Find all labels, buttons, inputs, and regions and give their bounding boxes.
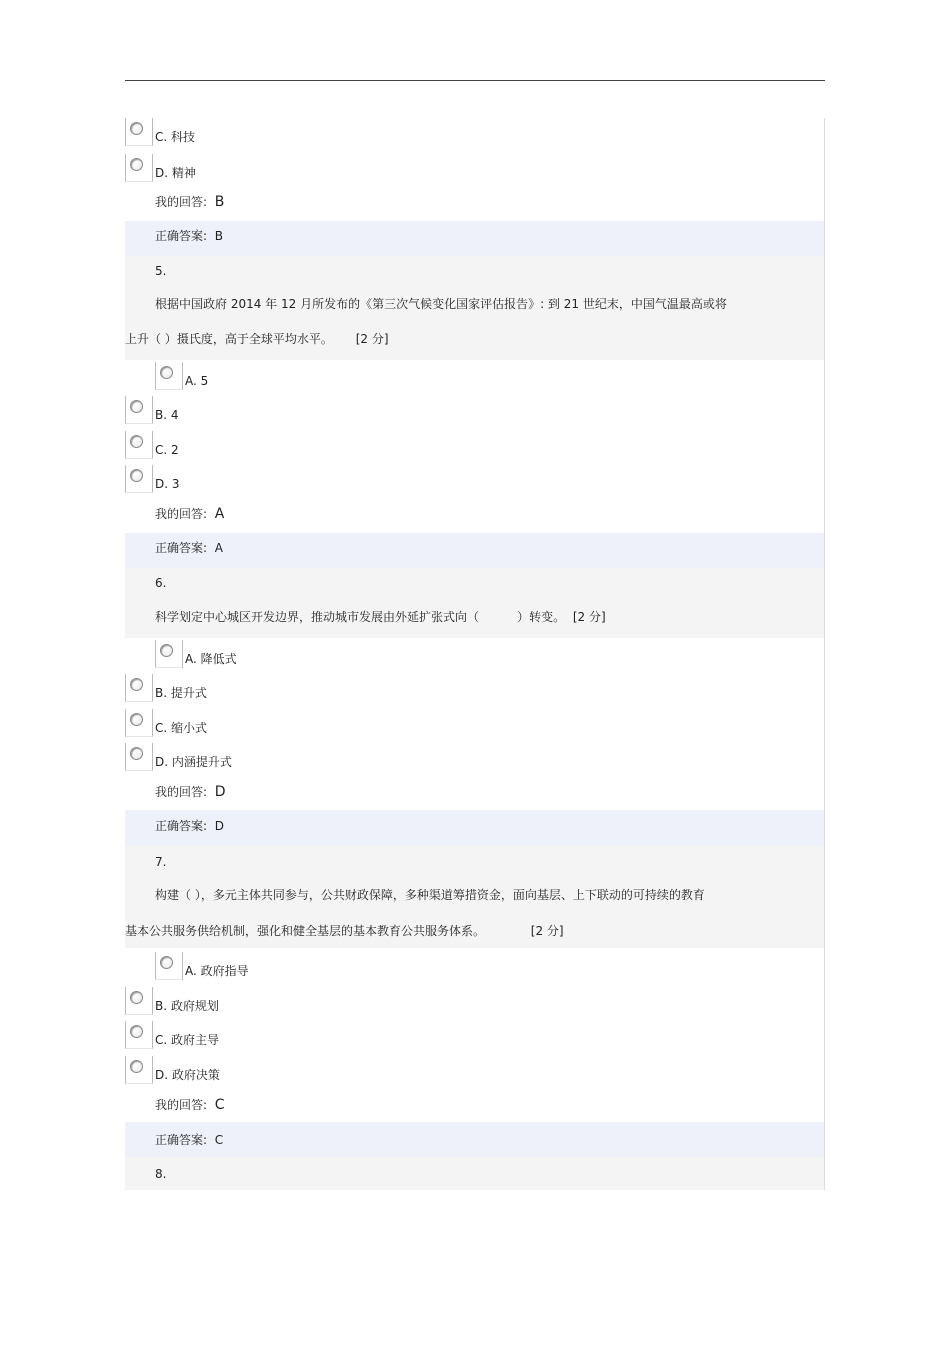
score: [2 分] — [355, 332, 389, 346]
radio-button[interactable] — [130, 713, 143, 726]
radio-button[interactable] — [130, 400, 143, 413]
question-5 — [125, 256, 824, 360]
option-c[interactable]: C. 缩小式 — [125, 709, 325, 737]
radio-button[interactable] — [160, 956, 173, 969]
option-b[interactable]: B. 政府规划 — [125, 987, 325, 1015]
question-6 — [125, 568, 824, 638]
question-text-line2: 上升（ ）摄氏度，高于全球平均水平。 [2 分] — [125, 332, 389, 346]
option-a[interactable]: A. 5 — [155, 362, 355, 390]
score: [2 分] — [530, 924, 564, 938]
radio-button[interactable] — [130, 747, 143, 760]
option-d[interactable]: D. 政府决策 — [125, 1056, 325, 1084]
correct-answer-row: 正确答案: C — [125, 1122, 824, 1157]
option-a[interactable]: A. 政府指导 — [155, 952, 355, 980]
radio-button[interactable] — [130, 1025, 143, 1038]
my-answer: 我的回答: B — [155, 194, 225, 210]
radio-button[interactable] — [130, 678, 143, 691]
option-a[interactable]: A. 降低式 — [155, 640, 355, 668]
radio-button[interactable] — [130, 158, 143, 171]
radio-button[interactable] — [130, 991, 143, 1004]
score: [2 分] — [572, 610, 606, 624]
question-text-line1: 科学划定中心城区开发边界，推动城市发展由外延扩张式向（ ）转变。 [2 分] — [155, 610, 606, 624]
question-text-line1: 根据中国政府 2014 年 12 月所发布的《第三次气候变化国家评估报告》: 到 21 世纪末，中国气温最高或将 — [155, 297, 727, 311]
question-number: 8. — [155, 1167, 167, 1181]
question-7 — [125, 846, 824, 948]
option-c[interactable]: C. 2 — [125, 431, 325, 459]
right-border — [824, 118, 825, 1190]
option-c[interactable]: C. 政府主导 — [125, 1021, 325, 1049]
correct-answer-row: 正确答案: A — [125, 533, 824, 568]
option-d[interactable]: D. 内涵提升式 — [125, 743, 325, 771]
option-b[interactable]: B. 4 — [125, 396, 325, 424]
my-answer: 我的回答: C — [155, 1097, 225, 1113]
question-8 — [125, 1157, 824, 1190]
radio-button[interactable] — [130, 469, 143, 482]
option-c[interactable]: C. 科技 — [125, 118, 325, 146]
option-b[interactable]: B. 提升式 — [125, 674, 325, 702]
correct-answer-row: 正确答案: D — [125, 810, 824, 846]
question-text-line1: 构建（ ），多元主体共同参与，公共财政保障，多种渠道筹措资金，面向基层、上下联动的可持续的教育 — [155, 888, 705, 902]
header-rule — [125, 80, 825, 81]
radio-button[interactable] — [130, 435, 143, 448]
radio-button[interactable] — [160, 644, 173, 657]
option-d[interactable]: D. 3 — [125, 465, 325, 493]
question-text-line2: 基本公共服务供给机制，强化和健全基层的基本教育公共服务体系。 [2 分] — [125, 924, 564, 938]
my-answer: 我的回答: A — [155, 506, 225, 522]
radio-button[interactable] — [130, 122, 143, 135]
question-number: 7. — [155, 855, 167, 869]
question-number: 5. — [155, 264, 167, 278]
my-answer: 我的回答: D — [155, 784, 226, 800]
option-d[interactable]: D. 精神 — [125, 154, 325, 182]
correct-answer-row: 正确答案: B — [125, 221, 824, 256]
radio-button[interactable] — [160, 366, 173, 379]
radio-button[interactable] — [130, 1060, 143, 1073]
question-number: 6. — [155, 576, 167, 590]
